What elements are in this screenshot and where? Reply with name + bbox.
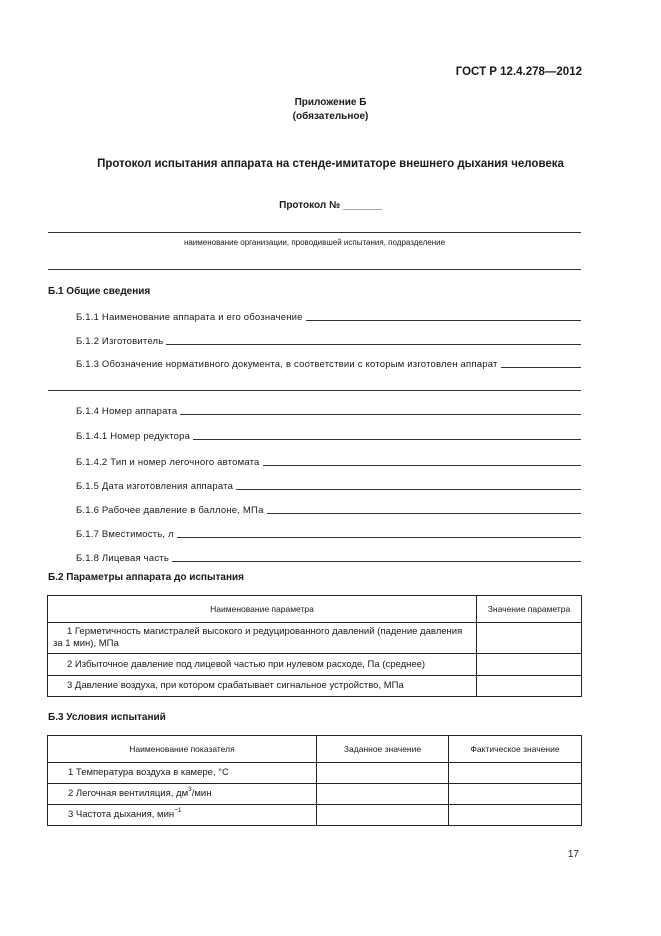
table-row bbox=[48, 763, 582, 784]
section-b3-heading: Б.3 Условия испытаний bbox=[48, 712, 166, 723]
parameters-table bbox=[47, 595, 582, 697]
field-face-piece[interactable] bbox=[76, 551, 581, 564]
field-label: Б.1.5 Дата изготовления аппарата bbox=[76, 481, 234, 492]
table-row bbox=[48, 623, 582, 654]
table-row bbox=[48, 784, 582, 805]
parameter-name: 2 Избыточное давление под лицевой частью при нулевом расходе, Па (среднее) bbox=[48, 654, 477, 676]
page-number: 17 bbox=[567, 849, 579, 860]
appendix-note: (обязательное) bbox=[292, 111, 369, 122]
fill-line bbox=[267, 513, 581, 514]
section-b2-heading: Б.2 Параметры аппарата до испытания bbox=[48, 572, 244, 583]
org-name-caption: наименование организации, проводившей испытания, подразделение bbox=[183, 238, 446, 247]
org-subdivision-line[interactable] bbox=[48, 269, 581, 270]
set-value-cell[interactable] bbox=[317, 805, 449, 826]
field-label: Б.1.3 Обозначение нормативного документа, в соответствии с которым изготовлен аппарат bbox=[76, 359, 498, 370]
parameter-name: 3 Давление воздуха, при котором срабатывает сигнальное устройство, МПа bbox=[48, 676, 477, 697]
indicator-name: 1 Температура воздуха в камере, °С bbox=[48, 763, 317, 784]
indicator-text: 2 Легочная вентиляция, дм bbox=[68, 788, 189, 799]
actual-value-cell[interactable] bbox=[449, 805, 582, 826]
field-label: Б.1.8 Лицевая часть bbox=[76, 553, 169, 564]
actual-value-cell[interactable] bbox=[449, 763, 582, 784]
field-apparatus-number[interactable] bbox=[76, 404, 581, 417]
appendix-title: Приложение Б bbox=[294, 97, 367, 108]
field-label: Б.1.1 Наименование аппарата и его обозначение bbox=[76, 312, 303, 323]
parameter-value-cell[interactable] bbox=[477, 676, 582, 697]
fill-line bbox=[180, 414, 581, 415]
appendix-heading bbox=[0, 96, 661, 124]
table-row bbox=[48, 676, 582, 697]
field-label: Б.1.6 Рабочее давление в баллоне, МПа bbox=[76, 505, 264, 516]
normative-document-continuation-line[interactable] bbox=[48, 390, 581, 391]
field-lung-demand-valve[interactable] bbox=[76, 455, 581, 468]
unit-tail: /мин bbox=[191, 788, 212, 799]
fill-line bbox=[166, 344, 581, 345]
field-label: Б.1.4.2 Тип и номер легочного автомата bbox=[76, 457, 260, 468]
fill-line bbox=[501, 367, 581, 368]
column-header-parameter: Наименование параметра bbox=[48, 596, 477, 623]
table-header-row bbox=[48, 596, 582, 623]
column-header-set-value: Заданное значение bbox=[317, 736, 449, 763]
field-label: Б.1.2 Изготовитель bbox=[76, 336, 164, 347]
field-label: Б.1.4 Номер аппарата bbox=[76, 406, 178, 417]
field-manufacture-date[interactable] bbox=[76, 479, 581, 492]
column-header-indicator: Наименование показателя bbox=[48, 736, 317, 763]
indicator-name bbox=[48, 784, 317, 805]
field-cylinder-pressure[interactable] bbox=[76, 503, 581, 516]
protocol-title: Протокол испытания аппарата на стенде-имитаторе внешнего дыхания человека bbox=[97, 158, 564, 170]
unit-superscript: −1 bbox=[174, 807, 182, 814]
fill-line bbox=[306, 320, 581, 321]
document-code: ГОСТ Р 12.4.278—2012 bbox=[455, 66, 582, 78]
protocol-number: Протокол № _______ bbox=[279, 200, 382, 211]
table-row bbox=[48, 654, 582, 676]
section-b1-heading: Б.1 Общие сведения bbox=[48, 286, 151, 297]
field-manufacturer[interactable] bbox=[76, 334, 581, 347]
actual-value-cell[interactable] bbox=[449, 784, 582, 805]
field-normative-document[interactable] bbox=[76, 357, 581, 370]
fill-line bbox=[172, 561, 581, 562]
fill-line bbox=[177, 537, 581, 538]
table-header-row bbox=[48, 736, 582, 763]
unit-superscript: 3 bbox=[188, 786, 192, 793]
field-capacity[interactable] bbox=[76, 527, 581, 540]
test-conditions-table bbox=[47, 735, 582, 826]
fill-line bbox=[236, 489, 581, 490]
column-header-value: Значение параметра bbox=[477, 596, 582, 623]
set-value-cell[interactable] bbox=[317, 763, 449, 784]
parameter-name: 1 Герметичность магистралей высокого и редуцированного давлений (падение давления за 1 мин), МПа bbox=[48, 623, 477, 654]
field-reducer-number[interactable] bbox=[76, 429, 581, 442]
field-label: Б.1.4.1 Номер редуктора bbox=[76, 431, 191, 442]
field-apparatus-name[interactable] bbox=[76, 310, 581, 323]
org-name-line[interactable] bbox=[48, 232, 581, 233]
indicator-name bbox=[48, 805, 317, 826]
parameter-value-cell[interactable] bbox=[477, 654, 582, 676]
set-value-cell[interactable] bbox=[317, 784, 449, 805]
column-header-actual-value: Фактическое значение bbox=[449, 736, 582, 763]
parameter-value-cell[interactable] bbox=[477, 623, 582, 654]
table-row bbox=[48, 805, 582, 826]
fill-line bbox=[263, 465, 581, 466]
fill-line bbox=[193, 439, 581, 440]
field-label: Б.1.7 Вместимость, л bbox=[76, 529, 174, 540]
indicator-text: 3 Частота дыхания, мин bbox=[68, 809, 175, 820]
